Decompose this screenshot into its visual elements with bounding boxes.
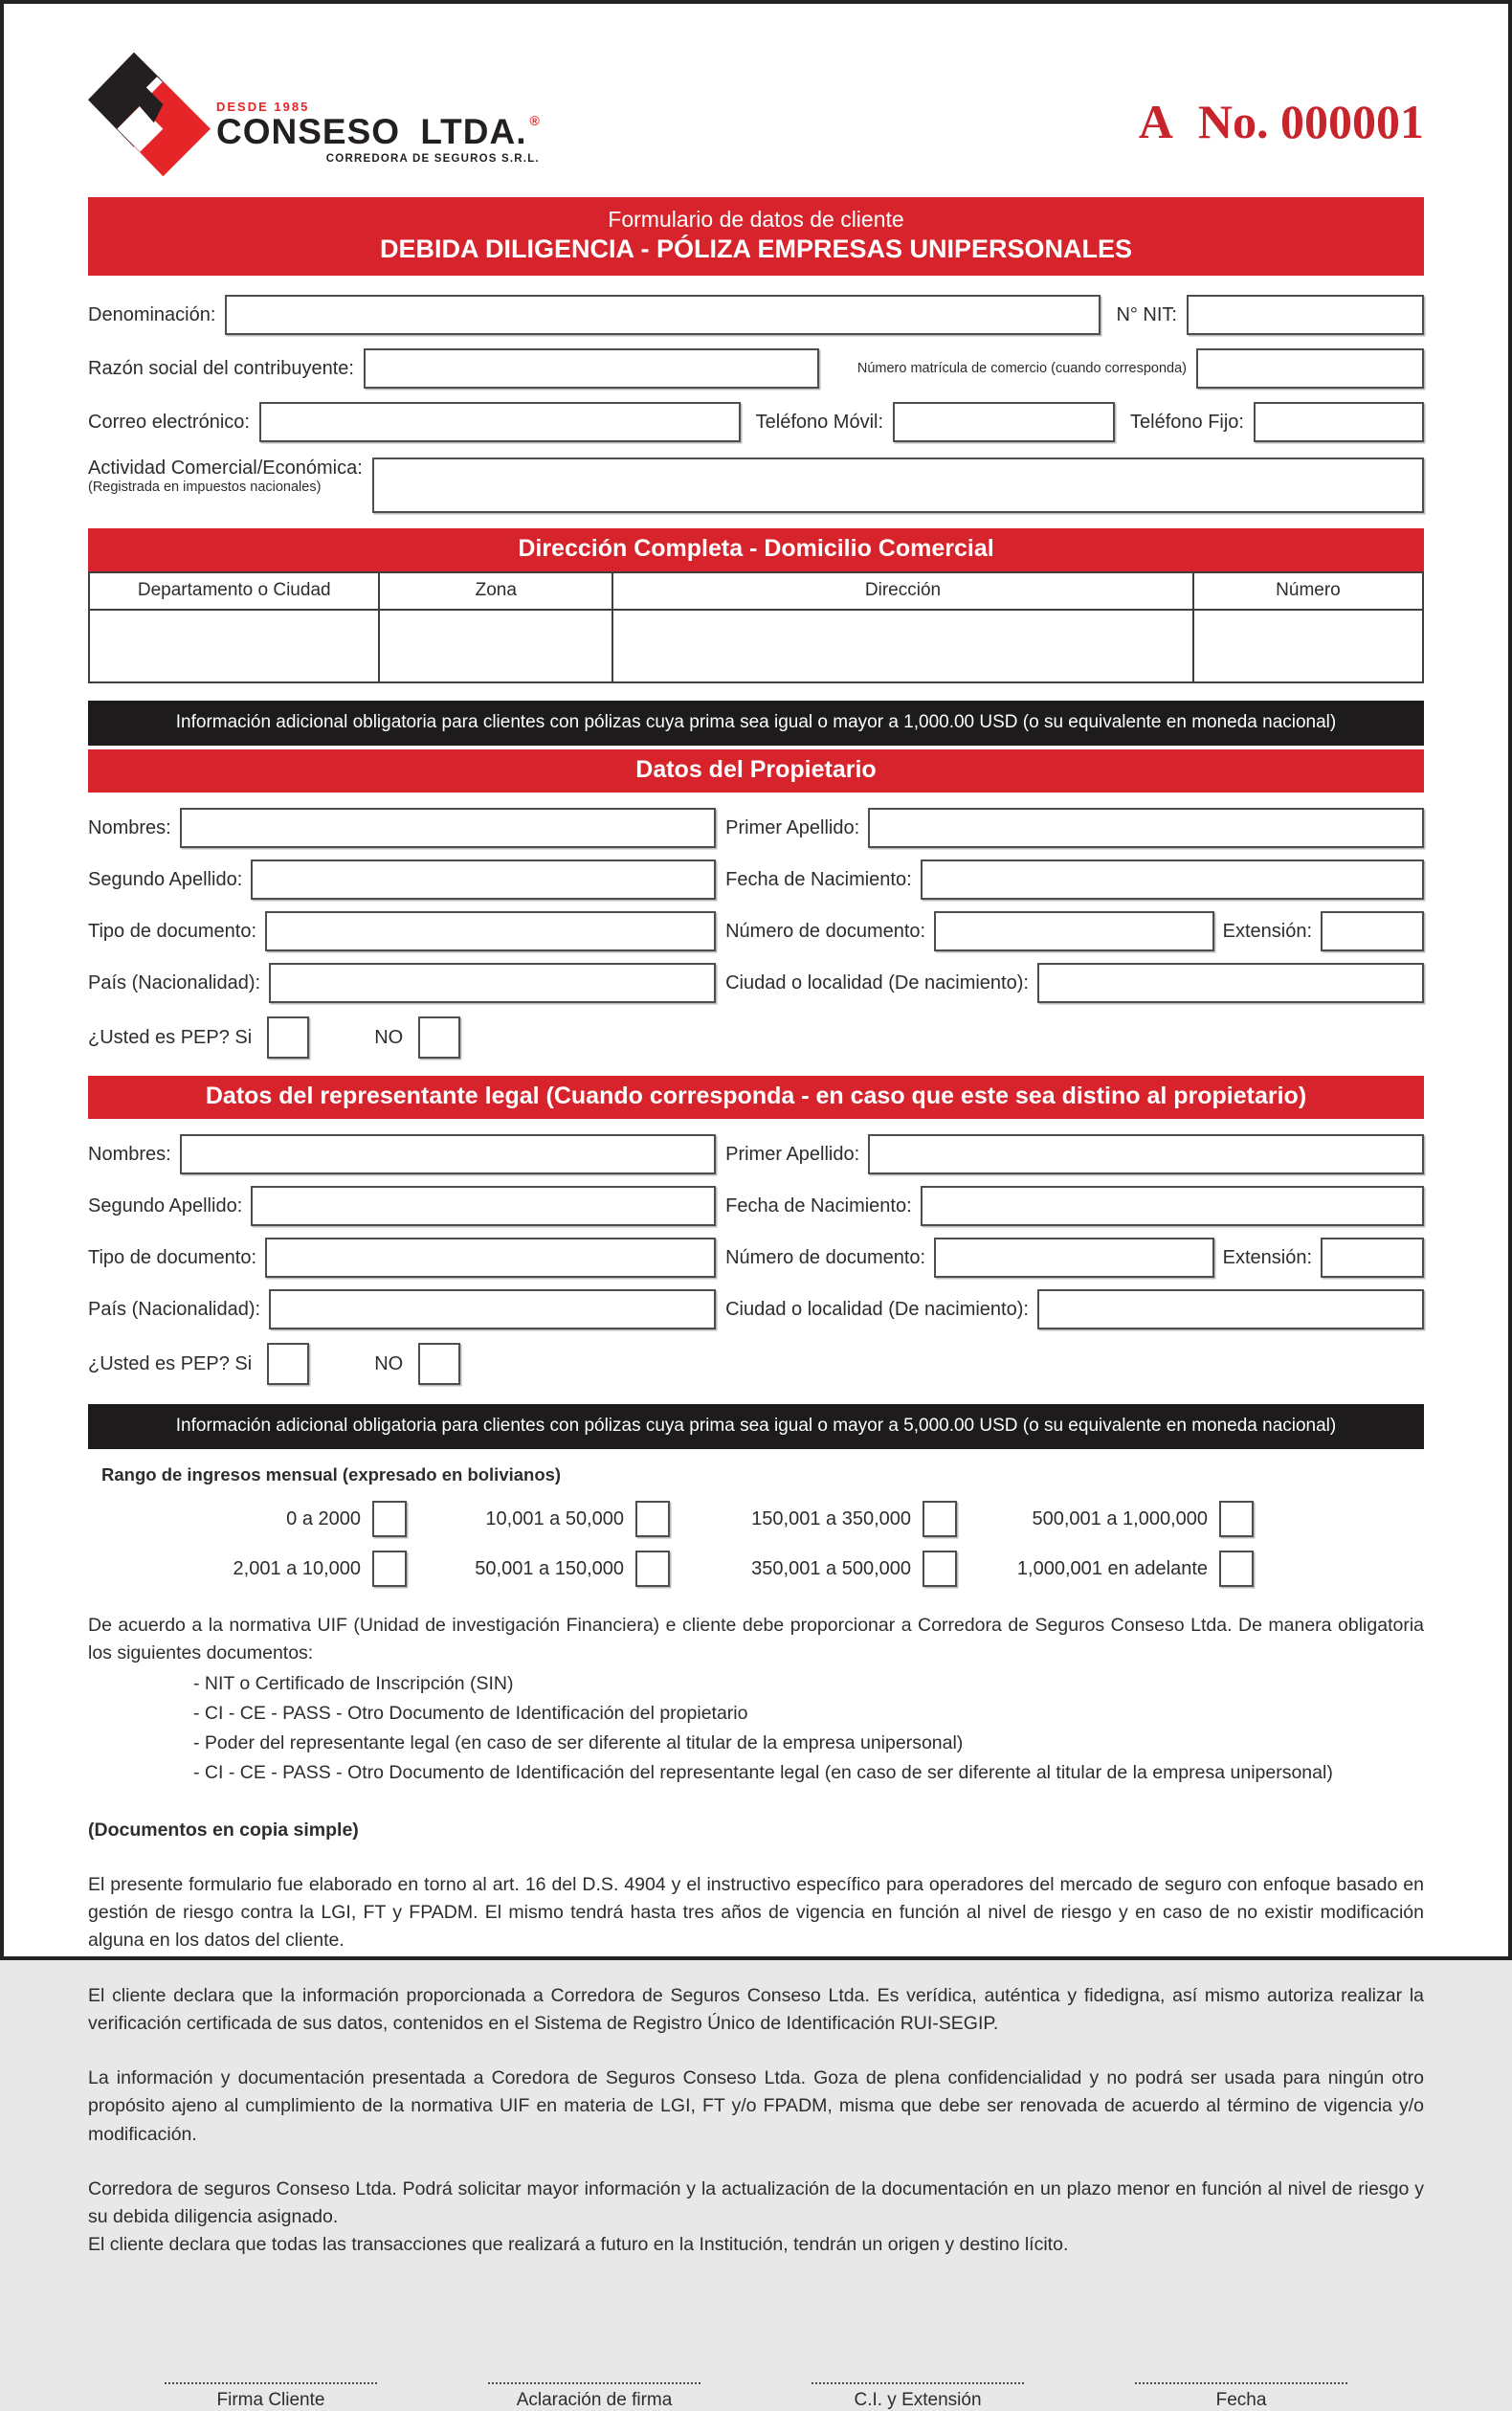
pep-label: ¿Usted es PEP? Si <box>88 1352 253 1374</box>
propietario-pep-si-checkbox[interactable] <box>267 1016 309 1059</box>
propietario-tipo-documento-input[interactable] <box>265 911 716 951</box>
signature-block <box>165 2382 377 2411</box>
representante-row-segundo <box>88 1186 1424 1226</box>
row-razon-social <box>88 348 1424 389</box>
representante-pep-si-checkbox[interactable] <box>267 1343 309 1385</box>
col-zona: Zona <box>380 573 613 611</box>
legal-paragraph-4: Corredora de seguros Conseso Ltda. Podrá solicitar mayor información y la actualización de la documentación en un plazo menor en función al nivel de riesgo y su debida diligencia asignado. <box>88 2177 1424 2227</box>
primer-apellido-label: Primer Apellido: <box>725 816 860 838</box>
direccion-data-row <box>90 611 1422 681</box>
numero-documento-label: Número de documento: <box>725 1246 926 1268</box>
tipo-documento-label: Tipo de documento: <box>88 1246 257 1268</box>
representante-extension-input[interactable] <box>1321 1238 1424 1278</box>
ciudad-nacimiento-label: Ciudad o localidad (De nacimiento): <box>725 1298 1029 1320</box>
nombres-label: Nombres: <box>88 1143 171 1165</box>
nit-input[interactable] <box>1187 295 1424 335</box>
propietario-row-segundo <box>88 859 1424 900</box>
representante-segundo-apellido-input[interactable] <box>251 1186 716 1226</box>
correo-input[interactable] <box>259 402 741 442</box>
representante-pais-input[interactable] <box>269 1289 716 1329</box>
actividad-label: Actividad Comercial/Económica: (Registrada en impuestos nacionales) <box>88 458 363 495</box>
representante-ciudad-input[interactable] <box>1037 1289 1424 1329</box>
ciudad-nacimiento-label: Ciudad o localidad (De nacimiento): <box>725 971 1029 993</box>
form-title-line1: Formulario de datos de cliente <box>608 207 904 232</box>
notice-5000-usd: Información adicional obligatoria para clientes con pólizas cuya prima sea igual o mayor a 5,000.00 USD (o su equivalente en moneda nacional) <box>88 1404 1424 1449</box>
propietario-pais-input[interactable] <box>269 963 716 1003</box>
notice-1000-usd: Información adicional obligatoria para clientes con pólizas cuya prima sea igual o mayor a 1,000.00 USD (o su equivalente en moneda nacional) <box>88 701 1424 746</box>
signature-line <box>1135 2382 1347 2384</box>
income-350001-500000-checkbox[interactable] <box>923 1551 957 1587</box>
signature-block <box>488 2382 700 2411</box>
fecha-label: Fecha <box>1215 2389 1267 2410</box>
registered-trademark-icon: ® <box>529 113 540 129</box>
income-50001-150000-checkbox[interactable] <box>635 1551 670 1587</box>
actividad-nota: (Registrada en impuestos nacionales) <box>88 480 322 495</box>
range-cell: 150,001 a 350,000 <box>691 1501 978 1537</box>
doc-item: - CI - CE - PASS - Otro Documento de Identificación del propietario <box>193 1702 748 1724</box>
pep-no-label: NO <box>374 1352 404 1374</box>
extension-label: Extensión: <box>1222 920 1312 942</box>
propietario-numero-documento-input[interactable] <box>934 911 1213 951</box>
representante-nombres-input[interactable] <box>180 1134 716 1174</box>
nit-label: N° NIT: <box>1116 303 1177 325</box>
col-departamento: Departamento o Ciudad <box>90 573 380 611</box>
propietario-row-pais <box>88 963 1424 1003</box>
primer-apellido-label: Primer Apellido: <box>725 1143 860 1165</box>
row-denominacion <box>88 295 1424 335</box>
direccion-section-title: Dirección Completa - Domicilio Comercial <box>88 528 1424 571</box>
signature-block <box>812 2382 1024 2411</box>
representante-tipo-documento-input[interactable] <box>265 1238 716 1278</box>
logo-mark-icon <box>88 48 211 184</box>
signature-line <box>812 2382 1024 2384</box>
propietario-row-pep <box>88 1016 1424 1059</box>
representante-pep-no-checkbox[interactable] <box>418 1343 460 1385</box>
pep-label: ¿Usted es PEP? Si <box>88 1026 253 1048</box>
legal-text <box>88 1612 1424 2260</box>
logo-text <box>216 67 540 165</box>
signature-block <box>1135 2382 1347 2411</box>
numero-cell[interactable] <box>1194 611 1422 681</box>
range-cell: 10,001 a 50,000 <box>428 1501 691 1537</box>
departamento-cell[interactable] <box>90 611 380 681</box>
correo-label: Correo electrónico: <box>88 411 250 433</box>
col-numero: Número <box>1194 573 1422 611</box>
income-1000001-adelante-checkbox[interactable] <box>1219 1551 1254 1587</box>
segundo-apellido-label: Segundo Apellido: <box>88 868 243 890</box>
income-2001-10000-checkbox[interactable] <box>372 1551 407 1587</box>
legal-intro: De acuerdo a la normativa UIF (Unidad de investigación Financiera) e cliente debe proporcionar a Corredora de Seguros Conseso Ltda. De manera obligatoria los siguientes documentos: <box>88 1615 1424 1664</box>
extension-label: Extensión: <box>1222 1246 1312 1268</box>
income-150001-350000-checkbox[interactable] <box>923 1501 957 1537</box>
tel-movil-input[interactable] <box>893 402 1115 442</box>
ci-extension-label: C.I. y Extensión <box>854 2389 982 2410</box>
matricula-input[interactable] <box>1196 348 1424 389</box>
logo-brand-name: CONSESO LTDA. <box>216 112 527 152</box>
income-range-grid <box>189 1501 1424 1587</box>
propietario-fecha-nacimiento-input[interactable] <box>921 859 1424 900</box>
row-contacto <box>88 402 1424 442</box>
representante-fecha-nacimiento-input[interactable] <box>921 1186 1424 1226</box>
tipo-documento-label: Tipo de documento: <box>88 920 257 942</box>
segundo-apellido-label: Segundo Apellido: <box>88 1194 243 1217</box>
income-10001-50000-checkbox[interactable] <box>635 1501 670 1537</box>
doc-item: - NIT o Certificado de Inscripción (SIN) <box>193 1672 514 1694</box>
actividad-input[interactable] <box>372 458 1424 513</box>
legal-paragraph-1: El presente formulario fue elaborado en torno al art. 16 del D.S. 4904 y el instructivo específico para operadores del mercado de seguro con enfoque basado en gestión de riesgo contra la LGI, FT y FPADM. El mismo tendrá hasta tres años de vigencia en función al nivel de riesgo y en caso de no existir modificación alguna en los datos del cliente. <box>88 1873 1424 1952</box>
zona-cell[interactable] <box>380 611 613 681</box>
propietario-pep-no-checkbox[interactable] <box>418 1016 460 1059</box>
representante-section-title: Datos del representante legal (Cuando corresponda - en caso que este sea distino al propietario) <box>88 1076 1424 1119</box>
pais-label: País (Nacionalidad): <box>88 971 261 993</box>
denominacion-input[interactable] <box>225 295 1101 335</box>
propietario-segundo-apellido-input[interactable] <box>251 859 716 900</box>
nombres-label: Nombres: <box>88 816 171 838</box>
income-0-2000-checkbox[interactable] <box>372 1501 407 1537</box>
rango-ingresos-label: Rango de ingresos mensual (expresado en bolivianos) <box>101 1464 562 1485</box>
top-bar <box>88 48 1424 191</box>
pep-no-label: NO <box>374 1026 404 1048</box>
legal-paragraph-5: El cliente declara que todas las transacciones que realizará a futuro en la Institución, tendrán un origen y destino lícito. <box>88 2234 1069 2256</box>
denominacion-label: Denominación: <box>88 303 216 325</box>
income-500001-1000000-checkbox[interactable] <box>1219 1501 1254 1537</box>
logo-subtitle: CORREDORA DE SEGUROS S.R.L. <box>325 152 540 165</box>
propietario-ciudad-input[interactable] <box>1037 963 1424 1003</box>
representante-row-documento <box>88 1238 1424 1278</box>
range-cell: 1,000,001 en adelante <box>978 1551 1275 1587</box>
copia-simple-note: (Documentos en copia simple) <box>88 1819 359 1841</box>
representante-primer-apellido-input[interactable] <box>868 1134 1424 1174</box>
doc-item: - Poder del representante legal (en caso de ser diferente al titular de la empresa unipersonal) <box>193 1732 964 1753</box>
form-title-line2: DEBIDA DILIGENCIA - PÓLIZA EMPRESAS UNIPERSONALES <box>379 234 1133 263</box>
company-logo <box>88 48 540 184</box>
razon-social-input[interactable] <box>364 348 819 389</box>
doc-item: - CI - CE - PASS - Otro Documento de Identificación del representante legal (en caso de ser diferente al titular de la empresa unipersonal) <box>193 1762 1333 1784</box>
range-cell: 2,001 a 10,000 <box>189 1551 428 1587</box>
range-cell: 350,001 a 500,000 <box>691 1551 978 1587</box>
serial-number <box>1139 94 1424 149</box>
representante-numero-documento-input[interactable] <box>934 1238 1213 1278</box>
direccion-table <box>88 571 1424 683</box>
propietario-section-title: Datos del Propietario <box>88 749 1424 793</box>
propietario-primer-apellido-input[interactable] <box>868 808 1424 848</box>
matricula-label: Número matrícula de comercio (cuando corresponda) <box>856 361 1187 376</box>
propietario-row-documento <box>88 911 1424 951</box>
propietario-row-nombres <box>88 808 1424 848</box>
range-cell: 0 a 2000 <box>189 1501 428 1537</box>
logo-since: DESDE 1985 <box>216 100 310 115</box>
direccion-cell[interactable] <box>613 611 1194 681</box>
signature-row <box>165 2382 1347 2411</box>
tel-fijo-input[interactable] <box>1254 402 1424 442</box>
row-actividad <box>88 458 1424 513</box>
tel-movil-label: Teléfono Móvil: <box>755 411 884 433</box>
razon-social-label: Razón social del contribuyente: <box>88 357 354 379</box>
propietario-extension-input[interactable] <box>1321 911 1424 951</box>
representante-row-nombres <box>88 1134 1424 1174</box>
aclaracion-firma-label: Aclaración de firma <box>516 2389 673 2410</box>
tel-fijo-label: Teléfono Fijo: <box>1130 411 1244 433</box>
range-cell: 50,001 a 150,000 <box>428 1551 691 1587</box>
range-cell: 500,001 a 1,000,000 <box>978 1501 1275 1537</box>
representante-row-pep <box>88 1343 1424 1385</box>
required-documents-list <box>193 1670 1424 1788</box>
direccion-header-row <box>90 573 1422 611</box>
legal-paragraph-3: La información y documentación presentada a Coredora de Seguros Conseso Ltda. Goza de plena confidencialidad y no podrá ser usada para ningún otro propósito ajeno al cumplimiento de la normativa UIF en materia de LGI, FT y/o FPADM, misma que debe ser renovada de acuerdo al término de vigencia y/o modificación. <box>88 2067 1424 2145</box>
pais-label: País (Nacionalidad): <box>88 1298 261 1320</box>
representante-row-pais <box>88 1289 1424 1329</box>
numero-documento-label: Número de documento: <box>725 920 926 942</box>
serial-series: A <box>1138 95 1173 148</box>
legal-paragraph-2: El cliente declara que la información proporcionada a Corredora de Seguros Conseso Ltda. Es verídica, auténtica y fidedigna, así mismo autoriza realizar la verificación certificada de sus datos, contenidos en el Sistema de Registro Único de Identificación RUI-SEGIP. <box>88 1984 1424 2034</box>
fecha-nacimiento-label: Fecha de Nacimiento: <box>725 868 912 890</box>
form-title-banner <box>88 197 1424 276</box>
col-direccion: Dirección <box>613 573 1194 611</box>
serial-value: No. 000001 <box>1197 95 1424 148</box>
fecha-nacimiento-label: Fecha de Nacimiento: <box>725 1194 912 1217</box>
signature-line <box>488 2382 700 2384</box>
propietario-nombres-input[interactable] <box>180 808 716 848</box>
firma-cliente-label: Firma Cliente <box>216 2389 325 2410</box>
signature-line <box>165 2382 377 2384</box>
